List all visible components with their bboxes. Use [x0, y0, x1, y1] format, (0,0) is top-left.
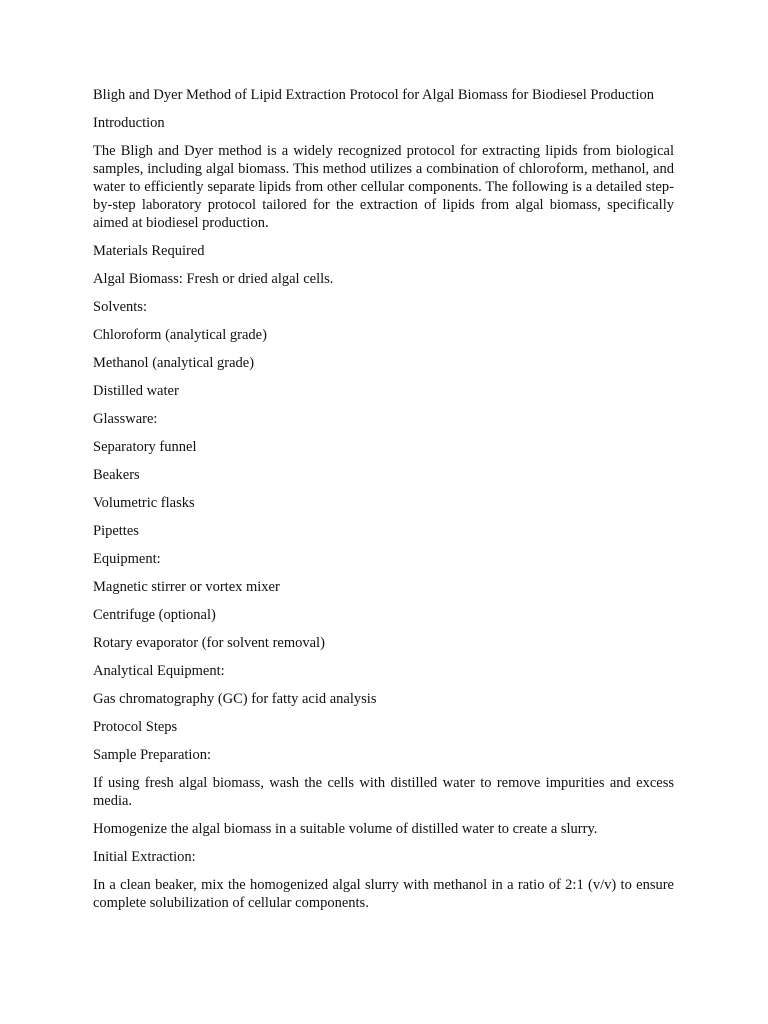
algal-biomass-item: Algal Biomass: Fresh or dried algal cells.	[93, 271, 334, 287]
equipment-item: Magnetic stirrer or vortex mixer	[93, 579, 280, 595]
equipment-heading: Equipment:	[93, 551, 161, 567]
solvent-item: Methanol (analytical grade)	[93, 355, 255, 371]
equipment-item: Rotary evaporator (for solvent removal)	[93, 635, 325, 651]
glassware-item: Volumetric flasks	[93, 495, 195, 511]
document-title: Bligh and Dyer Method of Lipid Extraction Protocol for Algal Biomass for Biodiesel Production	[93, 87, 654, 103]
protocol-heading: Protocol Steps	[93, 719, 178, 735]
sample-prep-heading: Sample Preparation:	[93, 747, 211, 763]
glassware-item: Beakers	[93, 467, 140, 483]
equipment-item: Centrifuge (optional)	[93, 607, 216, 623]
solvents-heading: Solvents:	[93, 299, 147, 315]
glassware-heading: Glassware:	[93, 411, 158, 427]
intro-heading: Introduction	[93, 115, 165, 131]
solvent-item: Distilled water	[93, 383, 179, 399]
initial-extraction-heading: Initial Extraction:	[93, 849, 196, 865]
document-page	[93, 86, 674, 922]
analytical-heading: Analytical Equipment:	[93, 663, 225, 679]
solvent-item: Chloroform (analytical grade)	[93, 327, 267, 343]
sample-prep-step: If using fresh algal biomass, wash the cells with distilled water to remove impurities and excess media.	[93, 775, 674, 809]
intro-paragraph: The Bligh and Dyer method is a widely recognized protocol for extracting lipids from biological samples, including algal biomass. This method utilizes a combination of chloroform, methanol, and water to efficiently separate lipids from other cellular components. The following is a detailed step-by-step laboratory protocol tailored for the extraction of lipids from algal biomass, specifically aimed at biodiesel production.	[93, 143, 674, 231]
materials-heading: Materials Required	[93, 243, 205, 259]
sample-prep-step: Homogenize the algal biomass in a suitable volume of distilled water to create a slurry.	[93, 821, 598, 837]
glassware-item: Separatory funnel	[93, 439, 197, 455]
analytical-item: Gas chromatography (GC) for fatty acid analysis	[93, 691, 377, 707]
initial-extraction-step: In a clean beaker, mix the homogenized algal slurry with methanol in a ratio of 2:1 (v/v) to ensure complete solubilization of cellular components.	[93, 877, 674, 911]
glassware-item: Pipettes	[93, 523, 139, 539]
